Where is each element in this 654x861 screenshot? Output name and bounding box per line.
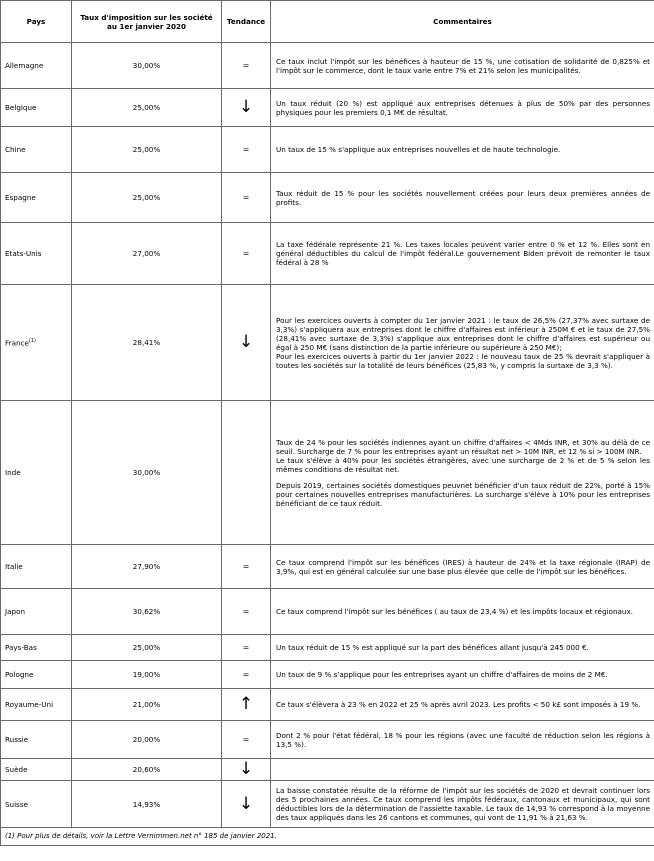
trend-cell [222,223,271,285]
header-row [1,1,654,43]
comment-paragraph: Ce taux comprend l'impôt sur les bénéfices ( au taux de 23,4 %) et les impôts locaux et régionaux. [276,607,633,616]
trend-cell [222,781,271,828]
rate-cell: 25,00% [72,89,222,127]
country-cell [1,635,72,661]
comment-cell [271,285,654,401]
country-name: Espagne [5,193,36,202]
header-country: Pays [1,1,72,43]
arrow-down-icon: ↓ [238,97,254,117]
country-name: Etats-Unis [5,249,42,258]
comment-paragraph: Un taux de 9 % s'applique pour les entreprises ayant un chiffre d'affaires de moins de 2 M€. [276,670,608,679]
table-row [1,401,654,545]
arrow-up-icon: ↑ [238,694,254,714]
rate-cell: 28,41% [72,285,222,401]
table-row [1,661,654,689]
comment-cell [271,43,654,89]
rate-cell: 21,00% [72,689,222,721]
country-cell [1,89,72,127]
country-name: Suisse [5,799,29,809]
country-cell [1,401,72,545]
comment-paragraph: Ce taux comprend l'impôt sur les bénéfices (IRES) à hauteur de 24% et la taxe régionale (IRAP) de 3,9%, qui est en général calculée sur une base plus élevée que celle de l'impôt sur les bénéfices. [276,557,650,576]
trend-cell [222,89,271,127]
country-cell [1,285,72,401]
table-row [1,43,654,89]
country-cell [1,781,72,828]
trend-cell [222,401,271,545]
comment-paragraph: Depuis 2019, certaines sociétés domestiques peuvnet bénéficier d'un taux réduit de 22%, porté à 15% pour certaines nouvelles entreprises manufacturières. La surcharge s'élève à 10% pour les entreprises bénéficiant de ce taux réduit. [276,480,650,508]
rate-cell: 30,62% [72,589,222,635]
equal-sign-icon: = [242,192,250,202]
footnote-marker: (1) [28,337,36,344]
equal-sign-icon: = [242,606,250,616]
comment-paragraph: Dont 2 % pour l'état fédéral, 18 % pour les régions (avec une faculté de réduction selon les régions à 13,5 %). [276,730,650,749]
country-name: Inde [5,468,21,477]
rate-cell: 30,00% [72,43,222,89]
table-row [1,173,654,223]
rate-cell: 20,00% [72,721,222,759]
trend-cell [222,635,271,661]
country-name: Italie [5,562,23,571]
comment-paragraph: Un taux de 15 % s'applique aux entreprises nouvelles et de haute technologie. [276,145,561,154]
country-name: Pologne [5,670,34,679]
comment-paragraph: Un taux réduit de 15 % est appliqué sur la part des bénéfices allant jusqu'à 245 000 €. [276,643,589,652]
comment-paragraph: Pour les exercices ouverts à partir du 1er janvier 2022 : le nouveau taux de 25 % devrait s'appliquer à toutes les sociétés sur la totalité de leurs bénéfices (25,83 %, y compris la surtaxe de 3,3 %). [276,351,650,370]
header-rate: Taux d'imposition sur les société au 1er janvier 2020 [72,1,222,43]
comment-paragraph: La baisse constatée résulte de la réforme de l'impôt sur les sociétés de 2020 et devrait continuer lors des 5 prochaines années. Ce taux comprend les impôts fédéraux, cantonaux et municipaux, qui sont déductibles lors de la détermination de l'assiette taxable. Le taux de 14,93 % correspond à la moyenne des taux appliqués dans les 26 cantons et communes, qui vont de 11,91 % à 21,63 %. [276,786,650,822]
comment-paragraph [276,766,650,773]
arrow-down-icon: ↓ [238,332,254,352]
country-cell [1,689,72,721]
rate-cell: 30,00% [72,401,222,545]
table-row [1,721,654,759]
country-name: Suède [5,765,28,774]
comment-cell [271,759,654,781]
rate-cell: 14,93% [72,781,222,828]
arrow-down-icon: ↓ [238,793,254,814]
rate-cell: 25,00% [72,173,222,223]
comment-cell [271,127,654,173]
trend-cell [222,173,271,223]
footer-row [1,828,654,846]
table-row [1,545,654,589]
equal-sign-icon: = [242,248,250,258]
country-cell [1,127,72,173]
table-row [1,89,654,127]
table-row [1,285,654,401]
trend-cell [222,721,271,759]
country-name: Pays-Bas [5,643,37,652]
rate-cell: 19,00% [72,661,222,689]
country-cell [1,661,72,689]
country-cell [1,545,72,589]
rate-cell: 25,00% [72,127,222,173]
rate-cell: 27,90% [72,545,222,589]
comment-cell [271,635,654,661]
header-trend: Tendance [222,1,271,43]
table-row [1,635,654,661]
comment-paragraph: Ce taux s'élèvera à 23 % en 2022 et 25 % après avril 2023. Les profits < 50 k£ sont imposés à 19 %. [276,700,641,709]
trend-cell [222,589,271,635]
comment-cell [271,661,654,689]
trend-cell [222,127,271,173]
trend-cell [222,689,271,721]
country-cell [1,223,72,285]
country-name: Japon [5,607,26,616]
table-row [1,689,654,721]
comment-cell [271,173,654,223]
comment-cell [271,781,654,828]
table-row [1,127,654,173]
comment-paragraph: La taxe fédérale représente 21 %. Les taxes locales peuvent varier entre 0 % et 12 %. Elles sont en général déductibles du calcul de l'impôt fédéral.Le gouvernement Biden prévoit de remonter le taux fédéral à 28 % [276,240,650,267]
equal-sign-icon: = [242,561,250,571]
country-cell [1,759,72,781]
country-cell [1,589,72,635]
comment-cell [271,545,654,589]
comment-paragraph: Taux réduit de 15 % pour les sociétés nouvellement créées pour leurs deux premières années de profits. [276,188,650,207]
arrow-down-icon: ↓ [238,759,254,779]
country-cell [1,721,72,759]
rate-cell: 25,00% [72,635,222,661]
header-comment: Commentaires [271,1,654,43]
country-cell [1,43,72,89]
equal-sign-icon: = [242,734,250,744]
rate-cell: 27,00% [72,223,222,285]
footnote: (1) Pour plus de détails, voir la Lettre Vernimmen.net n° 185 de janvier 2021. [1,828,654,846]
comment-cell [271,223,654,285]
equal-sign-icon: = [242,669,250,679]
table-row [1,759,654,781]
rate-cell: 20,60% [72,759,222,781]
comment-cell [271,689,654,721]
equal-sign-icon: = [242,144,250,154]
comment-cell [271,721,654,759]
trend-cell [222,43,271,89]
country-name: France [5,338,29,348]
comment-paragraph [276,474,650,481]
table-row [1,589,654,635]
trend-cell [222,285,271,401]
country-cell [1,173,72,223]
trend-cell [222,661,271,689]
comment-paragraph: Pour les exercices ouverts à compter du 1er janvier 2021 : le taux de 26,5% (27,37% avec surtaxe de 3,3%) s'appliquera aux entreprises dont le chiffre d'affaires est inférieur à 250M € et le taux de 27,5% (28,41% avec surtaxe de 3,3%) s'applique aux entreprises dont le chiffre d'affaires est supérieur ou égal à 250 M€ (sans distinction de la partie inférieure ou supérieure à 250 M€); [276,315,650,352]
country-name: Chine [5,145,26,154]
comment-paragraph: Le taux s'élève à 40% pour les sociétés étrangères, avec une surcharge de 2 % et de 5 % selon les mêmes conditions de résultat net. [276,455,650,474]
trend-cell [222,545,271,589]
comment-paragraph: Un taux réduit (20 %) est appliqué aux entreprises détenues à plus de 50% par des personnes physiques pour les premiers 0,1 M€ de résultat. [276,98,650,117]
country-name: Allemagne [5,61,44,70]
equal-sign-icon: = [242,642,250,652]
country-name: Royaume-Uni [5,700,54,709]
country-name: Russie [5,735,29,744]
country-name: Belgique [5,103,37,112]
equal-sign-icon: = [242,60,250,70]
trend-cell [222,759,271,781]
comment-cell [271,589,654,635]
comment-cell [271,401,654,545]
comment-cell [271,89,654,127]
comment-paragraph: Ce taux inclut l'impôt sur les bénéfices à hauteur de 15 %, une cotisation de solidarité de 0,825% et l'impôt sur le commerce, dont le taux varie entre 7% et 21% selon les municipalités. [276,56,650,75]
table-row [1,781,654,828]
table-row [1,223,654,285]
comment-paragraph: Taux de 24 % pour les sociétés indiennes ayant un chiffre d'affaires < 4Mds INR, et 30% au délà de ce seuil. Surcharge de 7 % pour les entreprises ayant un résultat net > 10M INR, et 12 % si > 100M INR. [276,437,650,456]
